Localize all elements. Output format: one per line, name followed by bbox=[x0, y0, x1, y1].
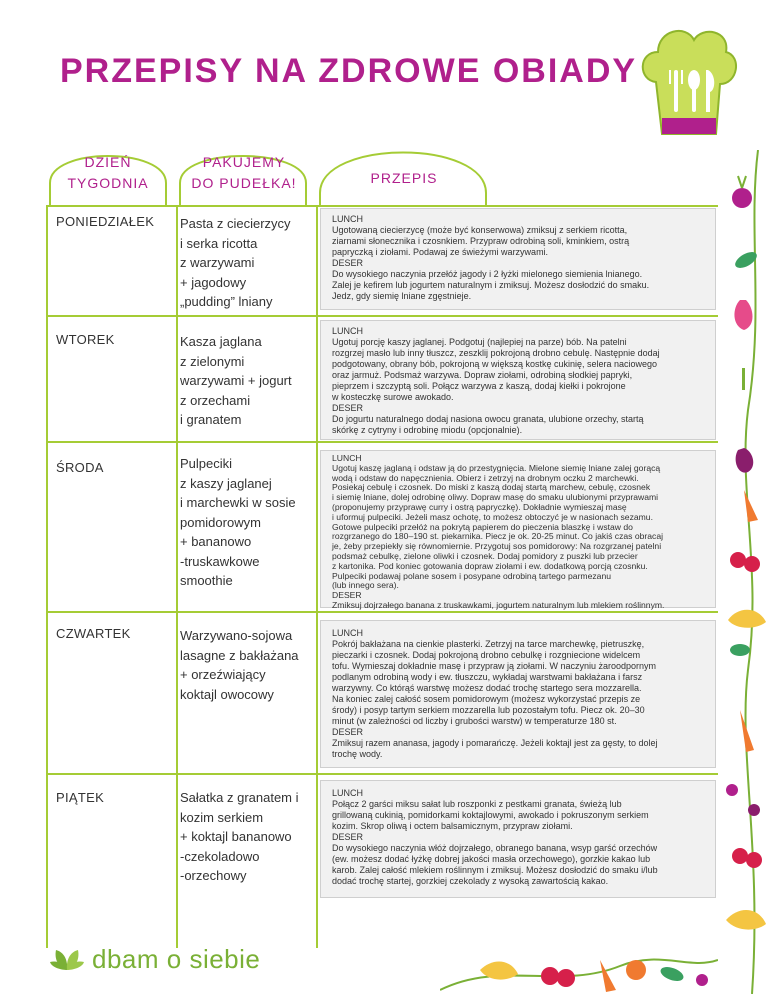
recipe-wednesday bbox=[332, 454, 716, 611]
recipe-line: LUNCH bbox=[332, 453, 362, 463]
meal-line: lasagne z bakłażana bbox=[180, 647, 299, 663]
produce-bottom-illustration bbox=[440, 930, 718, 994]
meal-line: z orzechami bbox=[180, 392, 251, 408]
recipe-line: Zmiksuj dojrzałego banana z truskawkami, jogurtem naturalnym lub mlekiem roślinnym. bbox=[332, 599, 665, 610]
recipe-line: warzywny. Co którąś warstwę możesz dodać trochę startego sera mozzarella. bbox=[332, 683, 642, 693]
header-pack-line-1: PAKUJEMY bbox=[202, 154, 286, 170]
recipe-line: Posiekaj cebulę i czosnek. Do miski z kaszą dodaj startą marchew, cebulę, czosnek bbox=[332, 482, 651, 493]
recipe-line: Gotowe pulpeciki przełóż na pokrytą papierem do pieczenia blaszkę i wstaw do bbox=[332, 521, 633, 532]
recipe-line: Pulpeciki podawaj polane sosem i posypane odrobiną tartego parmezanu bbox=[332, 570, 611, 581]
day-label-friday: PIĄTEK bbox=[56, 790, 105, 805]
meal-line: + orzeźwiający bbox=[180, 667, 266, 682]
day-label-wednesday: ŚRODA bbox=[56, 460, 104, 475]
recipe-line: Na koniec zalej całość sosem pomidorowym (możesz wykorzystać przepis ze bbox=[332, 694, 641, 704]
recipe-line: z kartonika. Pod koniec gotowania dopraw ziołami i ew. dodatkową porcją czosnku. bbox=[332, 560, 648, 571]
meal-line: i granatem bbox=[180, 412, 242, 427]
recipe-line: LUNCH bbox=[332, 214, 364, 224]
page-title: PRZEPISY NA ZDROWE OBIADY bbox=[60, 52, 638, 90]
recipe-friday bbox=[332, 788, 716, 887]
meal-line: Sałatka z granatem i bbox=[180, 790, 299, 805]
recipe-line: je, żeby przepiekły się równomiernie. Przygotuj sos pomidorowy: Na rozgrzanej patelni bbox=[332, 541, 662, 552]
recipe-line: grillowaną cukinią, pomidorkami koktajlowymi, awokado i pokruszonym serkiem bbox=[332, 810, 649, 820]
recipe-line: DESER bbox=[332, 727, 364, 737]
grid-hline bbox=[46, 773, 718, 775]
meal-thursday bbox=[180, 626, 310, 704]
meal-line: Pulpeciki bbox=[180, 456, 233, 471]
recipe-line: DESER bbox=[332, 403, 364, 413]
recipe-line: LUNCH bbox=[332, 326, 364, 336]
meal-tuesday bbox=[180, 332, 310, 430]
recipe-line: Ugotuj porcję kaszy jaglanej. Podgotuj (najlepiej na parze) bób. Na patelni bbox=[332, 337, 627, 347]
meal-line: -truskawkowe bbox=[180, 553, 260, 569]
meal-line: warzywami + jogurt bbox=[180, 373, 292, 388]
recipe-line: Ugotowaną ciecierzycę (może być konserwowa) zmiksuj z serkiem ricotta, bbox=[332, 225, 628, 235]
meal-line: i serka ricotta bbox=[180, 235, 258, 251]
recipe-thursday bbox=[332, 628, 716, 760]
day-label-thursday: CZWARTEK bbox=[56, 626, 131, 641]
meal-monday bbox=[180, 214, 310, 312]
meal-line: Kasza jaglana bbox=[180, 334, 262, 349]
recipe-line: i siemię lniane, dolej odrobinę oliwy. Dopraw masę do smaku ulubionymi przyprawami bbox=[332, 492, 659, 503]
recipe-line: pieczarki i czosnek. Dodaj pokrojoną drobno cebulkę i rozgniecione widelcem bbox=[332, 650, 641, 660]
meal-line: smoothie bbox=[180, 573, 233, 588]
brand-logo bbox=[50, 944, 260, 974]
recipe-line: dodać trochę startej, gorzkiej czekolady z wysoką zawartością kakao. bbox=[332, 876, 609, 886]
day-label-tuesday: WTOREK bbox=[56, 332, 115, 347]
recipe-line: Jedz, gdy siemię lniane zgęstnieje. bbox=[332, 291, 472, 301]
header-day-line-2: TYGODNIA bbox=[67, 175, 149, 191]
meal-line: Pasta z ciecierzycy bbox=[180, 216, 291, 231]
grid-hline bbox=[46, 611, 718, 613]
recipe-monday bbox=[332, 214, 716, 302]
recipe-line: DESER bbox=[332, 258, 364, 268]
chef-hat-icon bbox=[636, 22, 740, 140]
recipe-line: Do jogurtu naturalnego dodaj nasiona owocu granata, ulubione orzechy, startą bbox=[332, 414, 644, 424]
recipe-line: Do wysokiego naczynia włóż dojrzałego, obranego banana, wsyp garść orzechów bbox=[332, 843, 658, 853]
recipe-line: skórkę z cytryny i odrobinę miodu (opcjonalnie). bbox=[332, 425, 523, 435]
recipe-line: Pokrój bakłażana na cienkie plasterki. Zetrzyj na tarce marchewkę, pietruszkę, bbox=[332, 639, 645, 649]
recipe-line: i uformuj pulpeciki. Jeżeli masz ochotę, to możesz obtoczyć je w nasionach sezamu. bbox=[332, 511, 653, 522]
meal-line: + bananowo bbox=[180, 534, 252, 549]
recipe-tuesday bbox=[332, 326, 716, 436]
recipe-line: wodą i odstaw do napęcznienia. Obierz i zetrzyj na drobnym oczku 2 marchewki. bbox=[332, 472, 639, 483]
recipe-line: Zalej je kefirem lub jogurtem naturalnym i zmiksuj. Możesz dosłodzić do smaku. bbox=[332, 280, 650, 290]
meal-line: i marchewki w sosie bbox=[180, 495, 296, 510]
leaf-logo-icon bbox=[50, 946, 84, 972]
recipe-line: Zmiksuj razem ananasa, jagody i pomarańczę. Jeżeli koktajl jest za gęsty, to dolej bbox=[332, 738, 658, 748]
header-day-line-1: DZIEŃ bbox=[84, 154, 132, 170]
day-label-monday: PONIEDZIAŁEK bbox=[56, 214, 155, 229]
recipe-line: oraz jarmuż. Podsmaż warzywa. Dopraw ziołami, odrobiną słodkiej papryki, bbox=[332, 370, 633, 380]
meal-wednesday bbox=[180, 454, 310, 591]
recipe-line: Do wysokiego naczynia przełóż jagody i 2 łyżki mielonego siemienia lnianego. bbox=[332, 269, 643, 279]
header-day bbox=[58, 152, 158, 194]
recipe-line: (ew. możesz dodać łyżkę dobrej jakości masła orzechowego), gorzkie kakao lub bbox=[332, 854, 651, 864]
meal-line: z zielonymi bbox=[180, 353, 245, 369]
meal-line: kozim serkiem bbox=[180, 809, 264, 825]
recipe-line: podsmaż cebulkę, zielone oliwki i czosnek. Dodaj pomidory z puszki lub przecier bbox=[332, 550, 638, 561]
grid-hline bbox=[46, 205, 718, 207]
header-recipe: PRZEPIS bbox=[370, 170, 438, 186]
meal-line: koktajl owocowy bbox=[180, 686, 274, 702]
meal-line: „pudding” lniany bbox=[180, 294, 273, 309]
recipe-line: Połącz 2 garści miksu sałat lub roszponki z pestkami granata, świeżą lub bbox=[332, 799, 622, 809]
meal-line: + koktajl bananowo bbox=[180, 829, 292, 844]
recipe-line: środy) i posyp tartym serkiem mozzarella lub pozostałym tofu. Piecz ok. 20–30 bbox=[332, 705, 645, 715]
grid-hline bbox=[46, 441, 718, 443]
recipe-line: Ugotuj kaszę jaglaną i odstaw ją do przestygnięcia. Mielone siemię lniane zalej gorącą bbox=[332, 462, 661, 473]
recipe-line: pieprzem i szczyptą soli. Połącz warzywa z kaszą, dodaj kiełki i pokrojone bbox=[332, 381, 626, 391]
recipe-line: minut (w zależności od liczby i grubości warstw) w temperaturze 180 st. bbox=[332, 716, 617, 726]
recipe-line: (lub innego sera). bbox=[332, 580, 399, 591]
recipe-line: karob. Zalej całość mlekiem roślinnym i zmiksuj. Możesz dosłodzić do smaku i/lub bbox=[332, 865, 658, 875]
recipe-line: kozim. Skrop oliwą i octem balsamicznym, przypraw ziołami. bbox=[332, 821, 573, 831]
recipe-line: podlanym odrobiną wody i ew. tłuszczu, wykładaj warstwami bakłażana i farsz bbox=[332, 672, 643, 682]
header-pack bbox=[188, 152, 300, 194]
recipe-line: ziarnami słonecznika i czosnkiem. Przypraw odrobiną soli, kminkiem, ostrą bbox=[332, 236, 630, 246]
meal-line: z warzywami bbox=[180, 255, 255, 270]
recipe-line: papryczką i ziołami. Podawaj ze świeżymi warzywami. bbox=[332, 247, 549, 257]
recipe-line: w kosteczkę surowe awokado. bbox=[332, 392, 454, 402]
meal-line: -orzechowy bbox=[180, 868, 247, 883]
meal-line: z kaszy jaglanej bbox=[180, 475, 272, 491]
recipe-line: LUNCH bbox=[332, 628, 364, 638]
recipe-line: DESER bbox=[332, 832, 364, 842]
produce-border-illustration bbox=[718, 150, 768, 994]
recipe-line: LUNCH bbox=[332, 788, 364, 798]
meal-line: + jagodowy bbox=[180, 274, 247, 290]
recipe-line: rozgrzej masło lub inny tłuszcz, zeszklij pokrojoną drobno cebulę. Następnie dodaj bbox=[332, 348, 660, 358]
recipe-line: tofu. Wymieszaj dokładnie masę i przypraw ją ziołami. W naczyniu żaroodpornym bbox=[332, 661, 657, 671]
header-pack-line-2: DO PUDEŁKA! bbox=[191, 175, 297, 191]
logo-text: dbam o siebie bbox=[92, 943, 261, 974]
recipe-line: DESER bbox=[332, 590, 362, 601]
meal-line: -czekoladowo bbox=[180, 848, 260, 864]
grid-hline bbox=[46, 315, 718, 317]
meal-line: Warzywano-sojowa bbox=[180, 628, 293, 643]
meal-line: pomidorowym bbox=[180, 514, 261, 530]
recipe-line: trochę wody. bbox=[332, 749, 383, 759]
recipe-line: podgotowany, obrany bób, pokrojoną w większą kostkę cukinię, selera naciowego bbox=[332, 359, 658, 369]
recipe-line: rozgrzanego do 180–190 st. piekarnika. Piecz je ok. 20-25 minut. Co jakiś czas obracaj bbox=[332, 531, 664, 542]
recipe-line: (proponujemy przyprawę curry i ostrą papryczkę). Dokładnie wymieszaj masę bbox=[332, 501, 627, 512]
meal-friday bbox=[180, 788, 310, 886]
